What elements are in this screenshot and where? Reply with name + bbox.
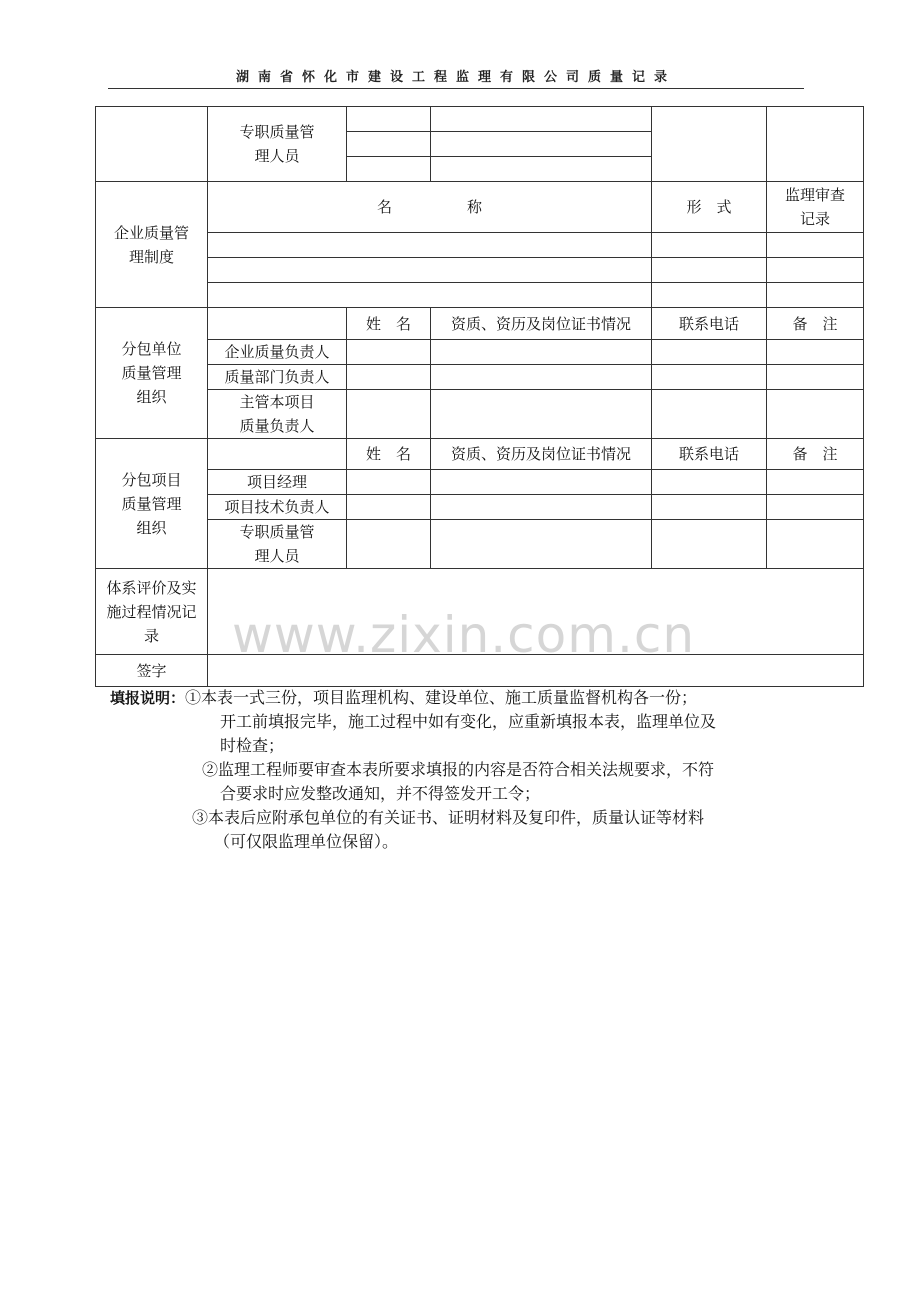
watermark: www.zixin.com.cn (232, 606, 696, 664)
system-audit-cell[interactable] (767, 283, 864, 308)
sub-unit-role: 企业质量负责人 (208, 340, 347, 365)
system-col-audit (767, 182, 864, 233)
sub-project-name-cell[interactable] (347, 520, 431, 569)
system-name-cell[interactable] (208, 283, 652, 308)
sub-unit-qual-cell[interactable] (431, 340, 652, 365)
sub-unit-qual-cell[interactable] (431, 365, 652, 390)
sub-unit-role (208, 390, 347, 439)
sub-unit-col-qualification: 资质、资历及岗位证书情况 (431, 308, 652, 340)
system-form-cell[interactable] (652, 283, 767, 308)
sub-project-section-label (96, 439, 208, 569)
sub-project-col-qualification: 资质、资历及岗位证书情况 (431, 439, 652, 470)
evaluation-label-text: 体系评价及实施过程情况记录 (106, 578, 197, 645)
top-blank-cell (96, 107, 208, 182)
sub-project-remark-cell[interactable] (767, 520, 864, 569)
sub-unit-col-name: 姓 名 (347, 308, 431, 340)
sub-project-col-remark: 备 注 (767, 439, 864, 470)
system-section-label (96, 182, 208, 308)
sub-unit-name-cell[interactable] (347, 340, 431, 365)
note-item1-line2: 开工前填报完毕，施工过程中如有变化，应重新填报本表，监理单位及 (220, 712, 717, 731)
sub-project-remark-cell[interactable] (767, 495, 864, 520)
note-item1-line3: 时检查； (220, 736, 285, 755)
note-item3-line1: ③本表后应附承包单位的有关证书、证明材料及复印件，质量认证等材料 (192, 808, 705, 827)
sub-unit-phone-cell[interactable] (652, 365, 767, 390)
system-audit-cell[interactable] (767, 233, 864, 258)
sub-project-role: 项目技术负责人 (208, 495, 347, 520)
sub-unit-section-label (96, 308, 208, 439)
sub-project-col-name: 姓 名 (347, 439, 431, 470)
company-record-header: 湖南省怀化市建设工程监理有限公司质量记录 (235, 70, 676, 85)
system-name-cell[interactable] (208, 233, 652, 258)
sub-project-col-phone: 联系电话 (652, 439, 767, 470)
staff-qual-cell[interactable] (431, 107, 652, 132)
sub-project-phone-cell[interactable] (652, 520, 767, 569)
sub-unit-role-text: 主管本项目质量负责人 (239, 393, 315, 435)
sub-project-phone-cell[interactable] (652, 470, 767, 495)
system-col-name: 名 称 (208, 182, 652, 233)
evaluation-label (96, 569, 208, 655)
sub-unit-col-remark: 备 注 (767, 308, 864, 340)
sub-project-remark-cell[interactable] (767, 470, 864, 495)
quality-management-form-table (95, 106, 864, 687)
staff-name-cell[interactable] (347, 132, 431, 157)
sub-project-section-label-text: 分包项目质量管理组织 (121, 470, 182, 537)
sub-unit-col-phone: 联系电话 (652, 308, 767, 340)
sub-project-phone-cell[interactable] (652, 495, 767, 520)
staff-qual-cell[interactable] (431, 157, 652, 182)
sub-unit-phone-cell[interactable] (652, 340, 767, 365)
sub-project-role (208, 520, 347, 569)
system-form-cell[interactable] (652, 233, 767, 258)
staff-label-text: 专职质量管理人员 (239, 123, 315, 165)
sub-project-name-cell[interactable] (347, 470, 431, 495)
staff-qual-cell[interactable] (431, 132, 652, 157)
sub-unit-remark-cell[interactable] (767, 340, 864, 365)
system-form-cell[interactable] (652, 258, 767, 283)
sub-unit-role: 质量部门负责人 (208, 365, 347, 390)
sub-unit-phone-cell[interactable] (652, 390, 767, 439)
staff-name-cell[interactable] (347, 157, 431, 182)
staff-remark-cell[interactable] (767, 107, 864, 182)
note-item2-line2: 合要求时应发整改通知，并不得签发开工令； (220, 784, 541, 803)
system-audit-cell[interactable] (767, 258, 864, 283)
sub-project-qual-cell[interactable] (431, 470, 652, 495)
note-item3-line2: （可仅限监理单位保留）。 (214, 832, 399, 851)
sub-unit-remark-cell[interactable] (767, 390, 864, 439)
note-line-1 (110, 686, 830, 710)
sub-project-role: 项目经理 (208, 470, 347, 495)
staff-label (208, 107, 347, 182)
sub-project-blank-header (208, 439, 347, 470)
filling-instructions (110, 686, 830, 854)
sub-project-qual-cell[interactable] (431, 495, 652, 520)
sub-unit-name-cell[interactable] (347, 365, 431, 390)
system-col-audit-text: 监理审查记录 (784, 186, 845, 228)
system-name-cell[interactable] (208, 258, 652, 283)
notes-lead: 填报说明： (110, 689, 186, 707)
sub-project-qual-cell[interactable] (431, 520, 652, 569)
sub-project-name-cell[interactable] (347, 495, 431, 520)
system-col-form: 形 式 (652, 182, 767, 233)
sub-unit-remark-cell[interactable] (767, 365, 864, 390)
system-section-label-text: 企业质量管理制度 (113, 223, 189, 266)
signature-label: 签字 (96, 655, 208, 687)
sub-unit-qual-cell[interactable] (431, 390, 652, 439)
sub-project-role-text: 专职质量管理人员 (239, 523, 315, 565)
header-rule (108, 88, 804, 89)
evaluation-content-cell[interactable] (208, 569, 864, 655)
note-item1-line1: ①本表一式三份，项目监理机构、建设单位、施工质量监督机构各一份； (185, 688, 698, 707)
staff-phone-cell[interactable] (652, 107, 767, 182)
signature-cell[interactable] (208, 655, 864, 687)
sub-unit-section-label-text: 分包单位质量管理组织 (121, 340, 182, 406)
note-item2-line1: ②监理工程师要审查本表所要求填报的内容是否符合相关法规要求，不符 (202, 760, 715, 779)
sub-unit-blank-header (208, 308, 347, 340)
staff-name-cell[interactable] (347, 107, 431, 132)
sub-unit-name-cell[interactable] (347, 390, 431, 439)
